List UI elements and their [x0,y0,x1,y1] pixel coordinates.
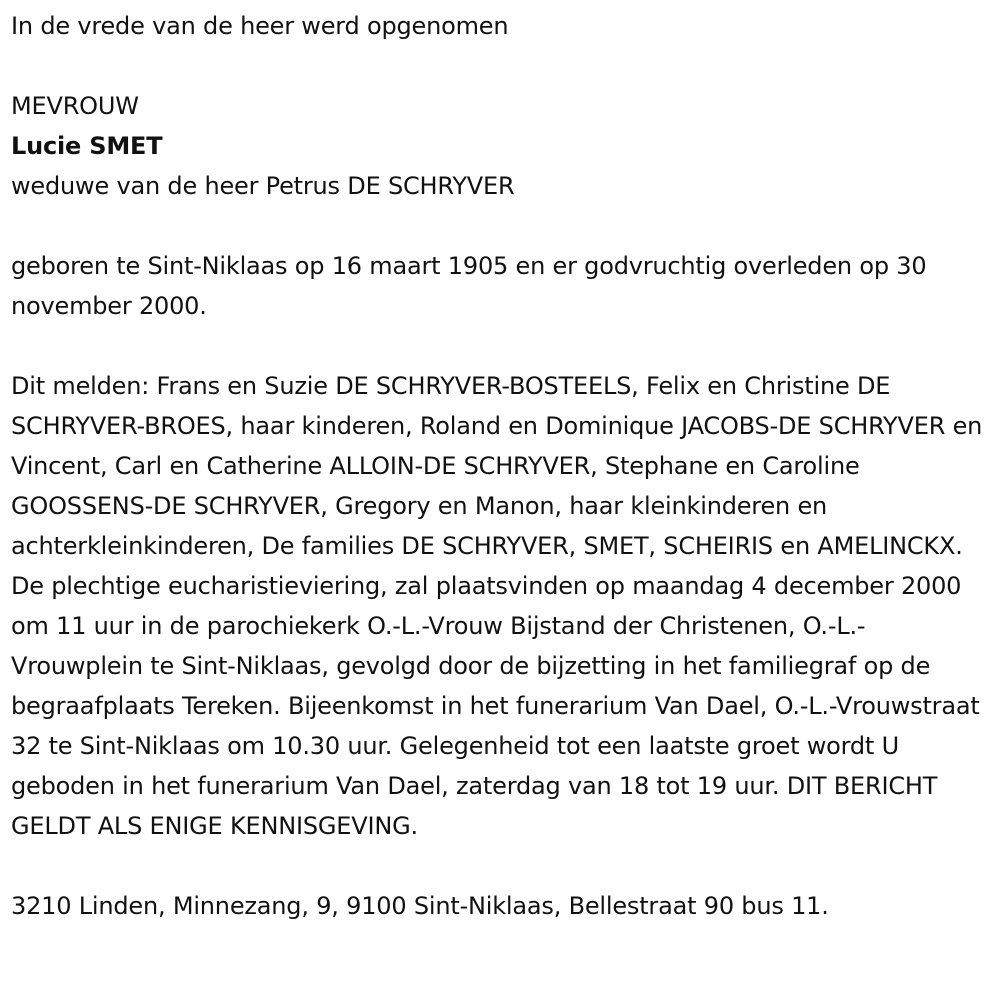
widow-of-line: weduwe van de heer Petrus DE SCHRYVER [11,172,515,200]
spacer [11,206,993,246]
spacer [11,326,993,366]
addresses-line: 3210 Linden, Minnezang, 9, 9100 Sint-Niklaas, Bellestraat 90 bus 11. [11,892,829,920]
obituary-document [11,6,993,926]
birth-death-paragraph: geboren te Sint-Niklaas op 16 maart 1905 en er godvruchtig overleden op 30 november 2000. [11,252,927,320]
spacer [11,846,993,886]
announcement-body-paragraph: Dit melden: Frans en Suzie DE SCHRYVER-BOSTEELS, Felix en Christine DE SCHRYVER-BROES, haar kinderen, Roland en Dominique JACOBS-DE SCHRYVER en Vincent, Carl en Catherine ALLOIN-DE SCHRYVER, Stephane en Caroline GOOSSENS-DE SCHRYVER, Gregory en Manon, haar kleinkinderen en achterkleinkinderen, De families DE SCHRYVER, SMET, SCHEIRIS en AMELINCKX. De plechtige eucharistieviering, zal plaatsvinden op maandag 4 december 2000 om 11 uur in de parochiekerk O.-L.-Vrouw Bijstand der Christenen, O.-L.-Vrouwplein te Sint-Niklaas, gevolgd door de bijzetting in het familiegraf op de begraafplaats Tereken. Bijeenkomst in het funerarium Van Dael, O.-L.-Vrouwstraat 32 te Sint-Niklaas om 10.30 uur. Gelegenheid tot een laatste groet wordt U geboden in het funerarium Van Dael, zaterdag van 18 tot 19 uur. DIT BERICHT GELDT ALS ENIGE KENNISGEVING. [11,372,983,840]
intro-line: In de vrede van de heer werd opgenomen [11,12,509,40]
deceased-name: Lucie SMET [11,132,163,160]
spacer [11,46,993,86]
honorific-title: MEVROUW [11,92,139,120]
